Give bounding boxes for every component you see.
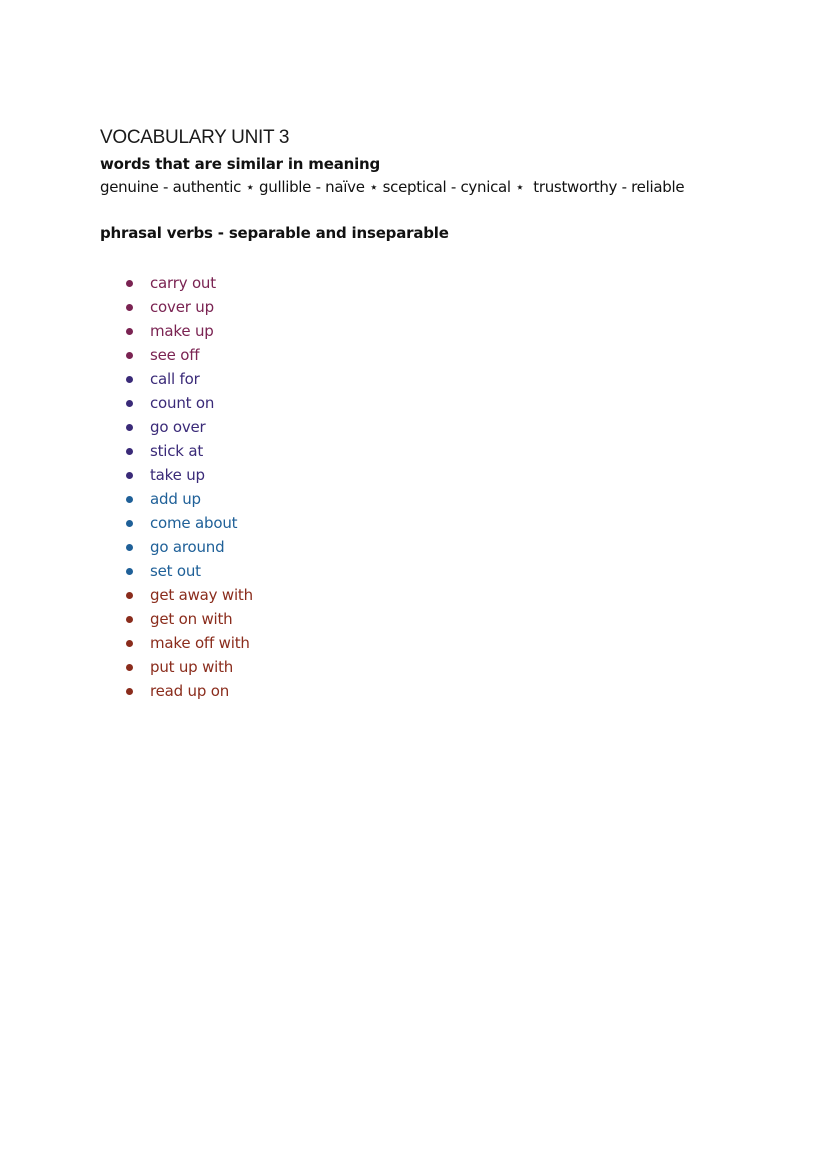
list-item [126, 439, 253, 463]
phrasal-verb: go over [150, 418, 206, 436]
phrasal-verb: see off [150, 346, 200, 364]
list-item [126, 415, 253, 439]
bullet-icon [126, 352, 133, 359]
list-item [126, 583, 253, 607]
list-item [126, 631, 253, 655]
phrasal-verb: cover up [150, 298, 214, 316]
list-item [126, 271, 253, 295]
bullet-icon [126, 664, 133, 671]
bullet-icon [126, 496, 133, 503]
document-title: VOCABULARY UNIT 3 [100, 127, 290, 148]
list-item [126, 319, 253, 343]
bullet-icon [126, 544, 133, 551]
similar-word-pairs: genuine - authentic ⋆ gullible - naïve ⋆ sceptical - cynical ⋆ trustworthy - reliable [100, 178, 685, 196]
bullet-icon [126, 520, 133, 527]
bullet-icon [126, 304, 133, 311]
phrasal-verb: read up on [150, 682, 230, 700]
phrasal-verb: get on with [150, 610, 233, 628]
bullet-icon [126, 280, 133, 287]
list-item [126, 559, 253, 583]
phrasal-verb: take up [150, 466, 205, 484]
bullet-icon [126, 376, 133, 383]
phrasal-verb: count on [150, 394, 215, 412]
list-item [126, 295, 253, 319]
phrasal-verbs-list [126, 271, 253, 703]
similar-words-heading: words that are similar in meaning [100, 155, 381, 173]
list-item [126, 391, 253, 415]
phrasal-verb: come about [150, 514, 238, 532]
list-item [126, 487, 253, 511]
phrasal-verbs-heading: phrasal verbs - separable and inseparable [100, 224, 449, 242]
list-item [126, 679, 253, 703]
list-item [126, 607, 253, 631]
bullet-icon [126, 472, 133, 479]
bullet-icon [126, 592, 133, 599]
bullet-icon [126, 448, 133, 455]
bullet-icon [126, 424, 133, 431]
phrasal-verb: stick at [150, 442, 204, 460]
list-item [126, 535, 253, 559]
bullet-icon [126, 400, 133, 407]
phrasal-verb: set out [150, 562, 201, 580]
phrasal-verb: add up [150, 490, 201, 508]
bullet-icon [126, 640, 133, 647]
bullet-icon [126, 688, 133, 695]
list-item [126, 511, 253, 535]
phrasal-verb: carry out [150, 274, 216, 292]
phrasal-verb: call for [150, 370, 200, 388]
bullet-icon [126, 616, 133, 623]
phrasal-verb: go around [150, 538, 225, 556]
phrasal-verb: get away with [150, 586, 253, 604]
list-item [126, 343, 253, 367]
list-item [126, 655, 253, 679]
bullet-icon [126, 568, 133, 575]
list-item [126, 367, 253, 391]
phrasal-verb: put up with [150, 658, 234, 676]
bullet-icon [126, 328, 133, 335]
phrasal-verb: make up [150, 322, 214, 340]
list-item [126, 463, 253, 487]
phrasal-verb: make off with [150, 634, 250, 652]
